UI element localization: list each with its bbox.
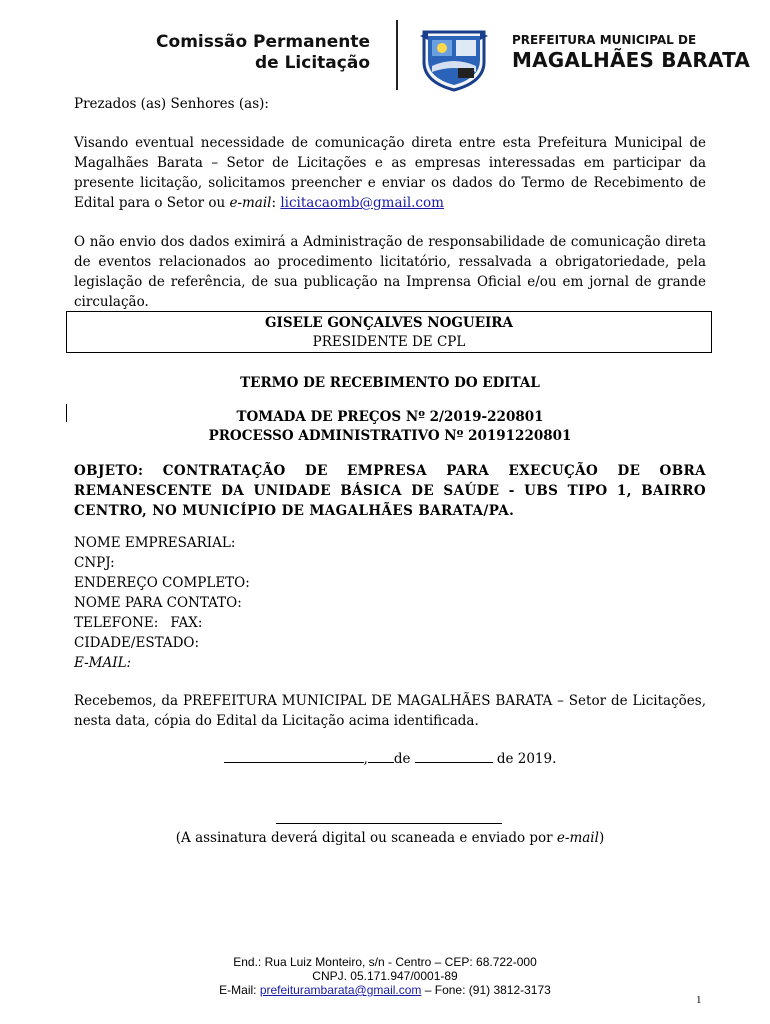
signature-note-close: ) <box>598 830 605 846</box>
signature-note <box>74 828 706 848</box>
committee-line-1: Comissão Permanente <box>156 32 370 52</box>
paragraph-disclaimer: O não envio dos dados eximirá a Administração de responsabilidade de comunicação direta de eventos relacionados ao procedimento licitatório, ressalvada a obrigatoriedade, pela legislação de referência, de sua publicação na Imprensa Oficial e/ou em jornal de grande circulação. <box>74 234 706 310</box>
tomada-precos: TOMADA DE PREÇOS Nº 2/2019-220801 <box>236 409 544 425</box>
signature-note-email: e-mail <box>556 830 599 846</box>
signature-note-text: (A assinatura deverá digital ou scaneada e enviado por <box>175 830 557 846</box>
signature-line <box>276 823 502 824</box>
org-name-large: MAGALHÃES BARATA <box>512 48 751 72</box>
footer-email-link[interactable]: prefeiturambarata@gmail.com <box>259 983 422 997</box>
paragraph-communication <box>74 133 706 213</box>
committee-title <box>120 32 370 74</box>
date-de: de <box>393 751 411 767</box>
field-email-label: E-MAIL: <box>74 655 132 671</box>
org-name-small: PREFEITURA MUNICIPAL DE <box>512 33 697 47</box>
objeto: OBJETO: CONTRATAÇÃO DE EMPRESA PARA EXECUÇÃO DE OBRA REMANESCENTE DA UNIDADE BÁSICA DE SAÚDE - UBS TIPO 1, BAIRRO CENTRO, NO MUNICÍPIO DE MAGALHÃES BARATA/PA. <box>74 463 706 519</box>
date-line <box>74 748 706 769</box>
header-divider <box>396 20 398 90</box>
month-blank <box>415 748 493 763</box>
processo-administrativo: PROCESSO ADMINISTRATIVO Nº 20191220801 <box>208 428 572 444</box>
footer-address: End.: Rua Luiz Monteiro, s/n - Centro – CEP: 68.722-000 <box>233 955 537 969</box>
place-blank <box>224 748 364 763</box>
footer-phone: – Fone: (91) 3812-3173 <box>421 983 551 997</box>
footer-cnpj: CNPJ. 05.171.947/0001-89 <box>312 969 458 983</box>
email-label: e-mail <box>229 195 272 211</box>
field-fax: FAX: <box>170 615 203 631</box>
day-blank <box>368 748 394 763</box>
municipal-crest-icon <box>418 26 490 92</box>
term-title: TERMO DE RECEBIMENTO DO EDITAL <box>240 375 540 391</box>
greeting: Prezados (as) Senhores (as): <box>74 96 269 112</box>
committee-line-2: de Licitação <box>254 53 370 73</box>
field-email <box>74 653 250 673</box>
text-cursor <box>66 404 67 422</box>
field-city: CIDADE/ESTADO: <box>74 635 200 651</box>
field-company: NOME EMPRESARIAL: <box>74 535 236 551</box>
company-fields <box>74 533 250 673</box>
date-separator: , <box>363 751 368 767</box>
bid-email-link[interactable]: licitacaomb@gmail.com <box>280 195 444 211</box>
paragraph-communication-text: Visando eventual necessidade de comunicação direta entre esta Prefeitura Municipal de Magalhães Barata – Setor de Licitações e as empresas interessadas em participar da presente licitação, solicitamos preencher e enviar os dados do Termo de Recebimento de Edital para o Setor ou <box>74 135 706 211</box>
footer-email-label: E-Mail: <box>219 983 260 997</box>
email-colon: : <box>271 195 281 211</box>
field-phone: TELEFONE: <box>74 615 159 631</box>
field-address: ENDEREÇO COMPLETO: <box>74 575 250 591</box>
field-cnpj: CNPJ: <box>74 555 115 571</box>
field-contact: NOME PARA CONTATO: <box>74 595 242 611</box>
date-year: de 2019. <box>492 751 557 767</box>
footer-contact <box>100 983 670 998</box>
signatory-box <box>66 311 712 353</box>
field-phone-fax <box>74 613 250 633</box>
page-number: 1 <box>696 994 702 1006</box>
receipt-statement: Recebemos, da PREFEITURA MUNICIPAL DE MAGALHÃES BARATA – Setor de Licitações, nesta data, cópia do Edital da Licitação acima identificada. <box>74 693 706 729</box>
signatory-role: PRESIDENTE DE CPL <box>312 334 466 350</box>
signatory-name: GISELE GONÇALVES NOGUEIRA <box>264 315 514 331</box>
